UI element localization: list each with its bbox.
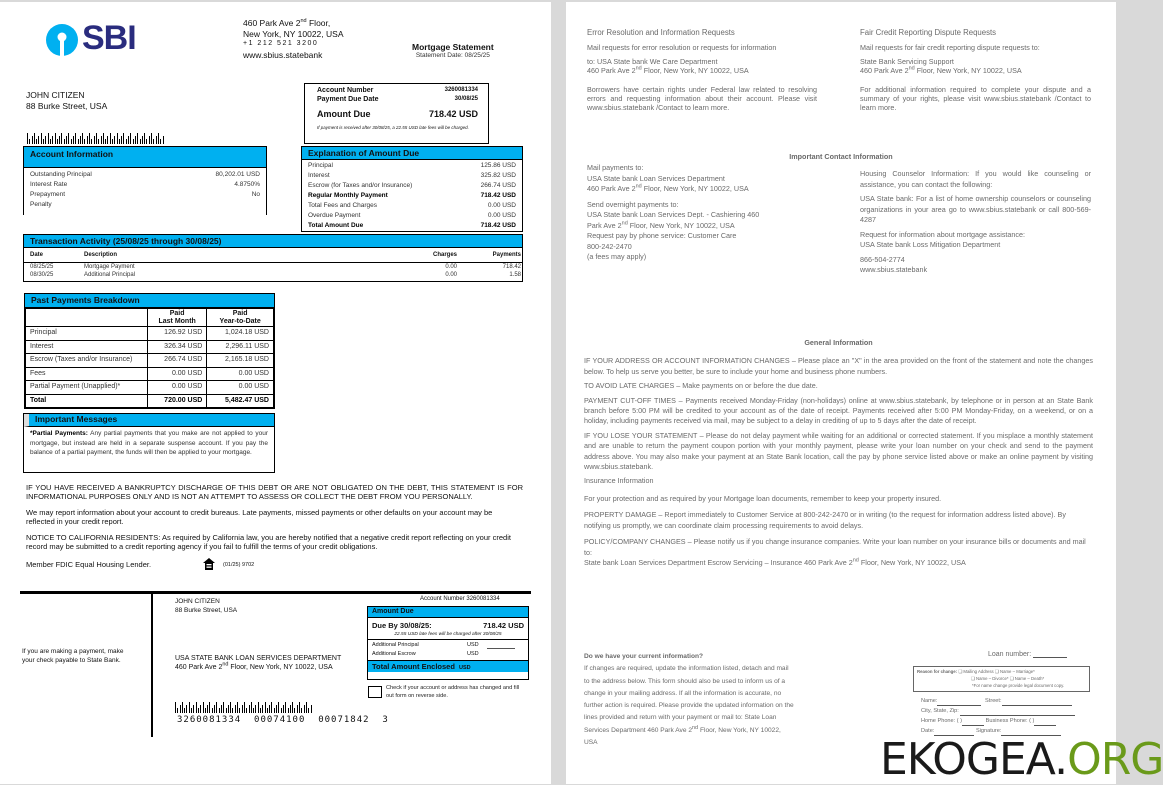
name-input[interactable]	[937, 698, 981, 706]
coupon-amount-box: Amount Due Due By 30/08/25: 718.42 USD 22.55 USD late fees will be charged after 30/08/25 Additional Principal USD Additional Escrow USD Total Amount Enclosed USD	[367, 606, 529, 680]
past-payment-row: Principal 126.92 USD 1,024.18 USD	[26, 327, 274, 341]
total-enclosed-row: Total Amount Enclosed USD	[368, 660, 528, 672]
past-payment-row: Escrow (Taxes and/or Insurance) 266.74 USD 2,165.18 USD	[26, 354, 274, 368]
past-payment-row: Fees 0.00 USD 0.00 USD	[26, 367, 274, 381]
postal-barcode	[27, 126, 165, 137]
coupon-vertical-divider	[151, 591, 153, 737]
past-payment-row: Total 720.00 USD 5,482.47 USD	[26, 394, 274, 408]
transaction-cell: 718.42	[502, 264, 521, 270]
explanation-row: Total Amount Due 718.42 USD	[308, 222, 516, 229]
explanation-row: Principal 125.86 USD	[308, 162, 516, 169]
mail-line: Mail payments to:	[587, 163, 644, 172]
overnight-line: Request pay by phone service: Customer Care	[587, 231, 737, 240]
overnight-line: (a fees may apply)	[587, 252, 647, 261]
city-input[interactable]	[960, 708, 1075, 716]
bank-website-link[interactable]: www.sbius.statebank	[243, 49, 323, 60]
counselor-section: Housing Counselor Information: If you would like counseling or assistance, you can contact the following: USA State bank: For a list of home ownership counselors or counseling organizations in your area go to www.sbius.statebank or call 800-569-4287 Request for information about mortgage assistance: USA State bank Loss Mitigation Department 866-504-2774 www.sbius.statebank	[860, 169, 1091, 274]
business-phone-input[interactable]	[1034, 718, 1056, 726]
reason-for-change-box: Reason for change: ❑ Mailing Address ❑ Name – Marriage* ❑ Name – Divorce* ❑ Name – Death* *For name change provide legal document copy.	[913, 666, 1090, 692]
coupon-divider	[20, 591, 531, 594]
general-paragraph: TO AVOID LATE CHARGES – Make payments on or before the due date.	[584, 381, 818, 391]
overnight-payments-section	[587, 200, 837, 263]
overnight-line: USA State bank Loan Services Dept. - Cashiering 460	[587, 210, 760, 219]
coupon-barcode	[175, 695, 313, 707]
home-phone-input[interactable]	[962, 718, 984, 726]
transaction-cell: Mortgage Payment	[84, 264, 135, 270]
explanation-row: Total Fees and Charges 0.00 USD	[308, 202, 516, 209]
past-payment-row: Partial Payment (Unapplied)* 0.00 USD 0.00 USD	[26, 381, 274, 395]
explanation-row: Interest 325.82 USD	[308, 172, 516, 179]
mail-line: 460 Park Ave 2nd Floor, New York, NY 10022, USA	[587, 183, 749, 193]
reason-checkbox[interactable]: ❑ Name – Marriage*	[994, 669, 1035, 674]
reason-checkbox[interactable]: ❑ Mailing Address	[958, 669, 994, 674]
reason-checkbox[interactable]: ❑ Name – Divorce*	[971, 676, 1009, 681]
transaction-cell: 08/30/25	[30, 272, 54, 278]
coupon-customer: JOHN CITIZEN 88 Burke Street, USA	[175, 598, 238, 614]
insurance-paragraph: PROPERTY DAMAGE – Report immediately to Customer Service at 800-242-2470 or in writing (to the request for information address listed above). By notifying us promptly, we can coordinate claim processing requirements to avoid delays.	[584, 510, 1066, 530]
assist-website-link[interactable]: www.sbius.statebank	[860, 265, 928, 274]
general-information	[584, 356, 1093, 472]
fair-credit-section: Fair Credit Reporting Dispute Requests Mail requests for fair credit reporting dispute requests to: State Bank Servicing Support 460 Park Ave 2nd Floor, New York, NY 10022, USA For additional information required to complete your dispute and a summary of your rights, please visit www.sbius.statebank /Contact to learn more.	[860, 28, 1091, 113]
insurance-paragraph: For your protection and as required by your Mortgage loan documents, remember to keep your property insured.	[584, 493, 942, 503]
explanation-row: Escrow (for Taxes and/or Insurance) 266.74 USD	[308, 182, 516, 189]
coupon-account-number: Account Number 3260081334	[420, 596, 500, 602]
contact-left-column	[587, 163, 837, 263]
loan-number-field[interactable]: Loan number:	[988, 650, 1067, 658]
important-messages-box: Important Messages *Partial Payments: Any partial payments that you make are not applied to your mortgage, but instead are held in a separate suspense account. If you pay the balance of a partial payment, the funds will then be applied to your mortgage.	[23, 413, 275, 473]
transaction-cell: 0.00	[445, 272, 457, 278]
payment-instruction: If you are making a payment, make your check payable to State Bank.	[22, 648, 124, 664]
micr-line: 3260081334 00074100 00071842 3	[177, 715, 389, 725]
explanation-row: Overdue Payment 0.00 USD	[308, 212, 516, 219]
additional-principal-input[interactable]	[487, 641, 515, 649]
statement-back-page	[566, 2, 1163, 785]
current-info-section: Do we have your current information? If changes are required, update the information listed, detach and mail to the address below. This form should also be used to inform us of a change in your mailing address. If all the information is accurate, no further action is required. Please provide the updated information on the lines provided and return with your payment or mail to: State Loan Services Department 460 Park Ave 2nd Floor, New York, NY 10022, USA	[584, 653, 794, 747]
error-resolution-section: Error Resolution and Information Requests Mail requests for error resolution or requests for information to: USA State bank We Care Department 460 Park Ave 2nd Floor, New York, NY 10022, USA Borrowers have certain rights under Federal law related to resolving errors and requesting information about their account. Please visit www.sbius.statebank /Contact to learn more.	[587, 28, 817, 113]
customer-address: JOHN CITIZEN 88 Burke Street, USA	[26, 90, 108, 111]
column-header: Charges	[432, 252, 457, 258]
column-header: Date	[30, 252, 44, 258]
transaction-cell: 1.58	[509, 272, 521, 278]
general-and-insurance	[584, 338, 1093, 568]
mail-line: USA State bank Loan Services Department	[587, 173, 725, 183]
account-info-row: Outstanding Principal 80,202.01 USD	[30, 171, 260, 178]
general-paragraph: IF YOU LOSE YOUR STATEMENT – Please do not delay payment while waiting for an additional or corrected statement. If you misplace a monthly statement and are unable to return the payment coupon portion with your monthly payment, please write your loan number on your check and send to the payment address above. You may also make your payment at an State Bank location, call the pay by phone service listed above or make an online payment by visiting www.sbius.statebank.	[584, 430, 1093, 472]
mail-payments-section	[587, 163, 837, 195]
overnight-line: 800-242-2470	[587, 241, 632, 251]
transaction-cell: Additional Principal	[84, 272, 136, 278]
statement-front-page	[0, 2, 551, 784]
past-payment-row: Interest 326.34 USD 2,296.11 USD	[26, 340, 274, 354]
reason-checkbox[interactable]: ❑ Name – Death*	[1009, 676, 1045, 681]
account-info-row: Interest Rate 4.8750%	[30, 181, 260, 188]
street-input[interactable]	[1002, 698, 1072, 706]
sbi-logo: SBI	[45, 22, 145, 58]
coupon-payee: USA STATE BANK LOAN SERVICES DEPARTMENT 460 Park Ave 2nd Floor, New York, NY 10022, USA	[175, 655, 342, 671]
transaction-cell: 0.00	[445, 264, 457, 270]
account-info-row: Prepayment No	[30, 191, 260, 198]
additional-escrow-input[interactable]	[487, 650, 515, 658]
insurance-paragraph: POLICY/COMPANY CHANGES – Please notify us if you change insurance companies. Write your loan number on your insurance bills or documents and mail to:	[584, 537, 1086, 557]
address-change-checkbox[interactable]	[368, 686, 382, 698]
sbi-logo-icon	[45, 23, 79, 57]
past-payments-box: Past Payments Breakdown Paid Last Month Paid Year-to-Date Principal 126.92 USD 1,024.18 USD Interest 326.34 USD 2,296.11 USD Escrow (Taxes and/or Insurance) 266.74 USD 2,165.18 USD Fees 0.00 USD 0.00 USD Partial Payment (Unapplied)* 0.00 USD 0.00 USD Total 720.00 USD 5,482.47 USD	[24, 293, 275, 409]
contact-title: Important Contact Information	[789, 152, 893, 161]
past-payments-table: Paid Last Month Paid Year-to-Date Principal 126.92 USD 1,024.18 USD Interest 326.34 USD 2,296.11 USD Escrow (Taxes and/or Insurance) 266.74 USD 2,165.18 USD Fees 0.00 USD 0.00 USD Partial Payment (Unapplied)* 0.00 USD 0.00 USD Total 720.00 USD 5,482.47 USD	[25, 308, 274, 408]
account-info-row: Penalty	[30, 201, 52, 208]
transaction-cell: 08/25/25	[30, 264, 54, 270]
watermark: EKOGEA.ORG	[880, 734, 1163, 785]
transaction-activity-box: Transaction Activity (25/08/25 through 30/08/25) Date Description Charges Payments 08/25/25 Mortgage Payment 0.00 718.42 08/30/25 Additional Principal 0.00 1.58	[23, 234, 523, 282]
general-title: General Information	[804, 338, 873, 347]
change-form-fields: Name: Street: City, State, Zip: Home Phone: ( ) Business Phone: ( ) Date: Signature:	[921, 696, 1093, 736]
bank-address: 460 Park Ave 2nd Floor, New York, NY 10022, USA +1 212 521 3200 www.sbius.statebank	[243, 18, 344, 60]
equal-housing-icon	[202, 557, 216, 571]
explanation-row: Regular Monthly Payment 718.42 USD	[308, 192, 516, 199]
overnight-line: Park Ave 2nd Floor, New York, NY 10022, USA	[587, 220, 735, 230]
account-information-box: Account Information Outstanding Principal 80,202.01 USD Interest Rate 4.8750% Prepayment No Penalty	[23, 146, 267, 215]
account-summary-box: Account Number 3260081334 Payment Due Date 30/08/25 Amount Due 718.42 USD If payment is received after 30/08/25, a 22.55 USD late fees will be charged.	[304, 83, 489, 144]
overnight-line: Send overnight payments to:	[587, 199, 679, 209]
explanation-box: Explanation of Amount Due Principal 125.86 USD Interest 325.82 USD Escrow (for Taxes and/or Insurance) 266.74 USD Regular Monthly Payment 718.42 USD Total Fees and Charges 0.00 USD Overdue Payment 0.00 USD Total Amount Due 718.42 USD	[301, 146, 523, 232]
insurance-section: Insurance Information For your protection and as required by your Mortgage loan documents, remember to keep your property insured. PROPERTY DAMAGE – Report immediately to Customer Service at 800-242-2470 or in writing (to the request for information address listed above). By notifying us promptly, we can coordinate claim processing requirements to avoid delays. POLICY/COMPANY CHANGES – Please notify us if you change insurance companies. Write your loan number on your insurance bills or documents and mail to: State bank Loan Services Department Escrow Servicing – Insurance 460 Park Ave 2nd Floor, New York, NY 10022, USA	[584, 476, 1093, 568]
general-paragraph: PAYMENT CUT-OFF TIMES – Payments received Monday-Friday (non-holidays) online at www.sbius.statebank, by telephone or in person at an State Bank branch before 5:00 PM will be credited to your account as of the date of receipt. Payments received after 5:00 PM Monday-Friday, on a weekend, or on a holiday, including payments received via mail, may be subject to a delay in crediting of up to 5 days after the date of receipt.	[584, 395, 1093, 426]
column-header: Description	[84, 252, 118, 258]
general-paragraph: IF YOUR ADDRESS OR ACCOUNT INFORMATION CHANGES – Please place an "X" in the area provided on the front of the statement and note the changes below. To help us serve you better, be sure to include your home and business phone numbers.	[584, 356, 1093, 376]
column-header: Payments	[492, 252, 521, 258]
address-change-note: Check if your account or address has changed and fill out form on reverse side.	[386, 685, 520, 699]
statement-title-block: Mortgage Statement Statement Date: 08/25/25	[412, 42, 494, 59]
legal-notices: IF YOU HAVE RECEIVED A BANKRUPTCY DISCHARGE OF THIS DEBT OR ARE NOT OBLIGATED ON THE DEBT, THIS STATEMENT IS FOR INFORMATIONAL PURPOSES ONLY AND IS NOT AN ATTEMPT TO ASSESS OR COLLECT THE DEBT FROM YOU PERSONALLY. We may report information about your account to credit bureaus. Late payments, missed payments or other defaults on your account may be reflected in your credit report. NOTICE TO CALIFORNIA RESIDENTS: As required by California law, you are hereby notified that a negative credit report reflecting on your credit record may be submitted to a credit reporting agency if you fail to fulfill the terms of your credit obligations. Member FDIC Equal Housing Lender. (01/25) 9702	[26, 483, 523, 569]
